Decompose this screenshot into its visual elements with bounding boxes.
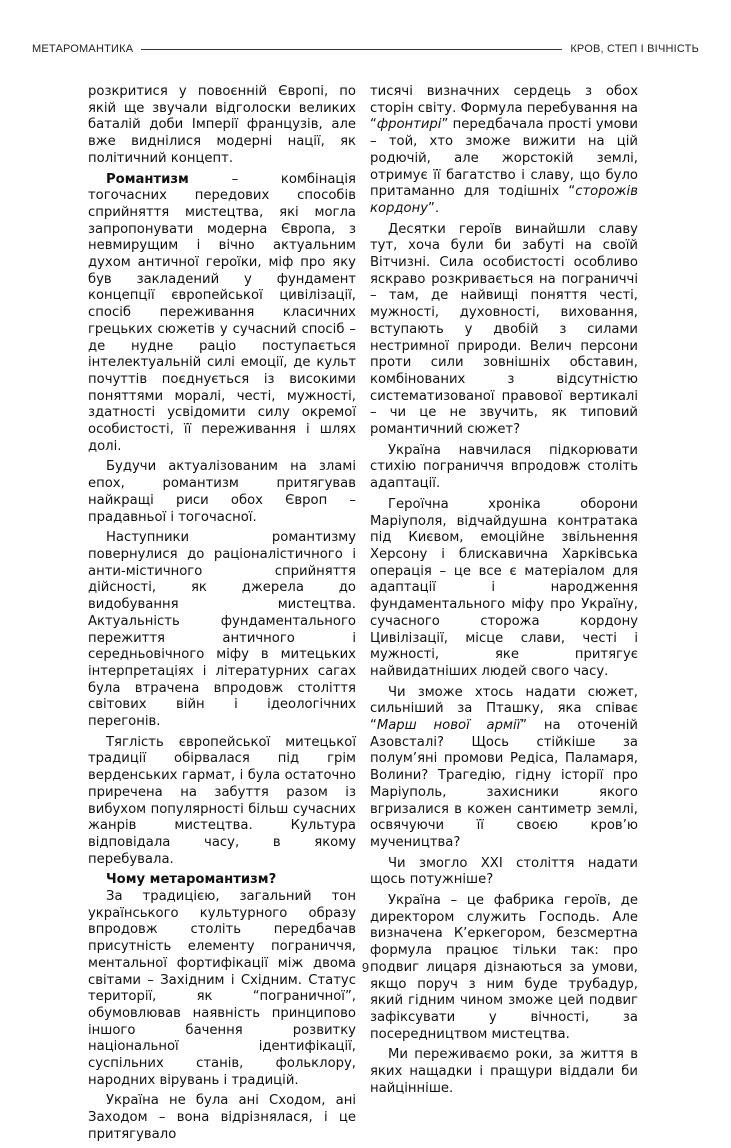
- paragraph-text: – комбінація тогочасних передових способів сприйняття мистецтва, які могла запропонувати модерна Європа, з невмирущим і вічно актуальним духом античної героїки, міф про яку був закладений у фундамент концепції європейської цивілізації, спосіб переживання класичних грецьких сюжетів у сучасний спосіб – де нудне раціо поступається інтелектуальній силі емоції, де культ почуттів поєднується із високими поняттями моралі, честі, мужності, здатності усвідомити силу окремої особистості, її переживання і шлях долі.: [88, 171, 356, 454]
- right-column: [370, 84, 638, 1101]
- paragraph: [370, 685, 638, 852]
- header-right-title: КРОВ, СТЕП І ВІЧНІСТЬ: [570, 43, 699, 55]
- paragraph: [370, 84, 638, 218]
- running-header: [32, 40, 699, 58]
- paragraph: розкритися у повоєнній Європі, по якій ще звучали відголоски великих баталій доби Імперії французів, але вже виднілися модерні нації, як політичний концепт.: [88, 84, 356, 166]
- italic-song-title: Марш нової армії: [376, 718, 521, 734]
- paragraph: За традицією, загальний тон українського культурного образу впродовж століть передбачав присутність елементу пограниччя, ментальної фортифікації між двома світами – Західним і Східним. Статус території, як “пограничної”, обумовлював наявність принципово іншого бачення розвитку національної ідентифікації, суспільних станів, фольклору, народних вірувань і традицій.: [88, 889, 356, 1088]
- paragraph-text: ” на оточеній Азовсталі? Щось стійкіше за полум’яні промови Редіса, Паламаря, Волини? Трагедію, гідну історії про Маріуполь, захисники якого вгризалися в кожен сантиметр землі, освячуючи її своєю кров’ю мучеництва?: [370, 718, 638, 850]
- paragraph: Тяглість європейської митецької традиції обірвалася під грім верденських гармат, і була остаточно приречена на забуття разом із вибухом популярності більш сучасних жанрів мистецтва. Культура відповідала часу, в якому перебувала.: [88, 734, 356, 867]
- paragraph: [88, 172, 356, 456]
- paragraph: Наступники романтизму повернулися до раціоналістичного і анти-містичного сприйняття дійсності, як джерела до видобування мистецтва. Актуальність фундаментального пережиття античного і середньовічного міфу в митецьких інтерпретаціях і літературних сагах була втрачена впродовж століття світових війн і ідеологічних перегонів.: [88, 530, 356, 730]
- paragraph: Україна – це фабрика героїв, де директором служить Господь. Але визначена К’еркегором, безсмертна формула працює тільки так: про подвиг лицаря дізнаються за умови, якщо поруч з ним буде трубадур, який гідним чином зможе цей подвиг зафіксувати у вічності, за посередництвом мистецтва.: [370, 893, 638, 1042]
- left-column: [88, 84, 356, 1148]
- paragraph: Героїчна хроніка оборони Маріуполя, відчайдушна контратака під Києвом, емоційне звільнення Херсону і блискавична Харківська операція – це все є матеріалом для адаптації і народження фундаментального міфу про Україну, сучасного сторожа кордону Цивілізації, місце слави, честі і мужності, яке притягує найвидатніших людей свого часу.: [370, 496, 638, 679]
- paragraph: Ми переживаємо роки, за життя в яких нащадки і пращури віддали би найцінніше.: [370, 1047, 638, 1096]
- paragraph: Будучи актуалізованим на зламі епох, романтизм притягував найкращі риси обох Європ – прадавньої і тогочасної.: [88, 459, 356, 525]
- paragraph: Україна навчилася підкорювати стихію пограниччя впродовж століть адаптації.: [370, 442, 638, 492]
- paragraph-text: Чи зможе хтось надати сюжет, сильніший за Пташку, яка співає “: [370, 684, 638, 734]
- paragraph-text: ”.: [428, 200, 440, 216]
- italic-frontier: фронтирі: [376, 117, 442, 133]
- page-number: 9: [361, 960, 370, 975]
- italic-border-guards: сторожів кордону: [370, 184, 638, 216]
- paragraph-text: ” передбачала прості умови – той, хто зможе вижити на цій родючій, але жорстокій землі, отримує її багатство і славу, що було притаманно для тодішніх “: [370, 117, 638, 200]
- paragraph: Україна не була ані Сходом, ані Заходом – вона відрізнялася, і це притягувало: [88, 1093, 356, 1142]
- term-romanticism: Романтизм: [106, 171, 189, 187]
- paragraph-text: тисячі визначних сердець з обох сторін світу. Формула перебування на “: [370, 84, 638, 133]
- section-heading: Чому метаромантизм?: [106, 872, 277, 888]
- paragraph: Десятки героїв винайшли славу тут, хоча були би забуті на своїй Вітчизні. Сила особистості особливо яскраво розкривається на пограниччі – там, де найвищі поняття честі, мужності, духовності, виховання, вступають у двобій з силами нестримної природи. Велич персони проти сили зовнішніх обставин, комбінованих з відсутністю систематизованої правової вертикалі – чи це не звучить, як типовий романтичний сюжет?: [370, 221, 638, 438]
- paragraph: Чи змогло XXI століття надати щось потужніше?: [370, 855, 638, 888]
- header-rule: [141, 49, 562, 50]
- header-left-title: МЕТАРОМАНТИКА: [32, 43, 134, 55]
